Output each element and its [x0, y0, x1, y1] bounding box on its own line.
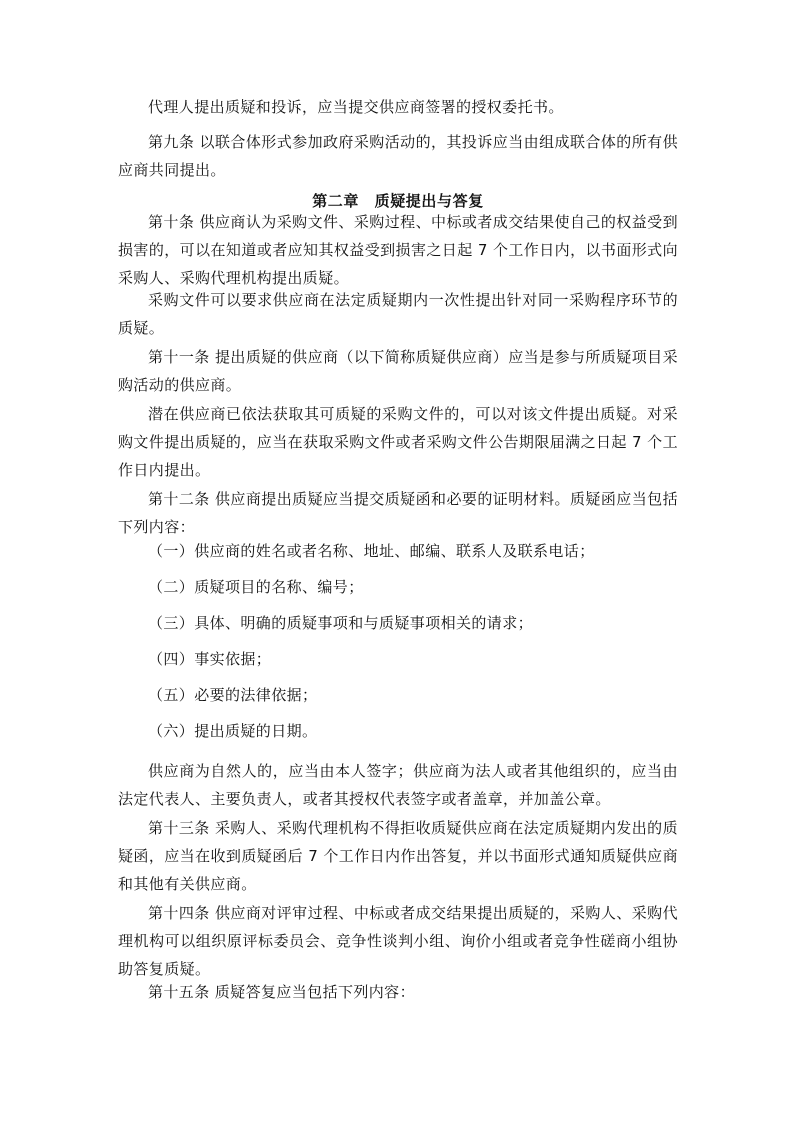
- article-14: 第十四条 供应商对评审过程、中标或者成交结果提出质疑的，采购人、采购代理机构可以组织原评标委员会、竞争性谈判小组、询价小组或者竞争性磋商小组协助答复质疑。: [118, 904, 678, 978]
- chapter-2-heading: 第二章 质疑提出与答复: [312, 192, 484, 210]
- list-item-6: （六）提出质疑的日期。: [148, 722, 318, 740]
- list-item-5: （五）必要的法律依据；: [148, 686, 318, 704]
- article-13: 第十三条 采购人、采购代理机构不得拒收质疑供应商在法定质疑期内发出的质疑函，应当在收到质疑函后 7 个工作日内作出答复，并以书面形式通知质疑供应商和其他有关供应商。: [118, 819, 678, 893]
- article-12: 第十二条 供应商提出质疑应当提交质疑函和必要的证明材料。质疑函应当包括下列内容：: [118, 490, 678, 536]
- article-11-paragraph-2: 潜在供应商已依法获取其可质疑的采购文件的，可以对该文件提出质疑。对采购文件提出质疑的，应当在获取采购文件或者采购文件公告期限届满之日起 7 个工作日内提出。: [118, 405, 678, 479]
- article-9: 第九条 以联合体形式参加政府采购活动的，其投诉应当由组成联合体的所有供应商共同提出。: [118, 133, 678, 179]
- list-item-1: （一）供应商的姓名或者名称、地址、邮编、联系人及联系电话；: [148, 542, 595, 560]
- signature-requirement: 供应商为自然人的，应当由本人签字；供应商为法人或者其他组织的，应当由法定代表人、主要负责人，或者其授权代表签字或者盖章，并加盖公章。: [118, 762, 678, 808]
- paragraph-agent-authorization: 代理人提出质疑和投诉，应当提交供应商签署的授权委托书。: [148, 98, 564, 116]
- list-item-3: （三）具体、明确的质疑事项和与质疑事项相关的请求；: [148, 614, 534, 632]
- list-item-4: （四）事实依据；: [148, 650, 272, 668]
- article-10-paragraph-2: 采购文件可以要求供应商在法定质疑期内一次性提出针对同一采购程序环节的质疑。: [118, 291, 678, 337]
- article-15: 第十五条 质疑答复应当包括下列内容：: [148, 983, 415, 1001]
- list-item-2: （二）质疑项目的名称、编号；: [148, 578, 364, 596]
- article-11: 第十一条 提出质疑的供应商（以下简称质疑供应商）应当是参与所质疑项目采购活动的供应商。: [118, 348, 678, 394]
- article-10: 第十条 供应商认为采购文件、采购过程、中标或者成交结果使自己的权益受到损害的，可以在知道或者应知其权益受到损害之日起 7 个工作日内，以书面形式向采购人、采购代理机构提出质疑。: [118, 213, 678, 287]
